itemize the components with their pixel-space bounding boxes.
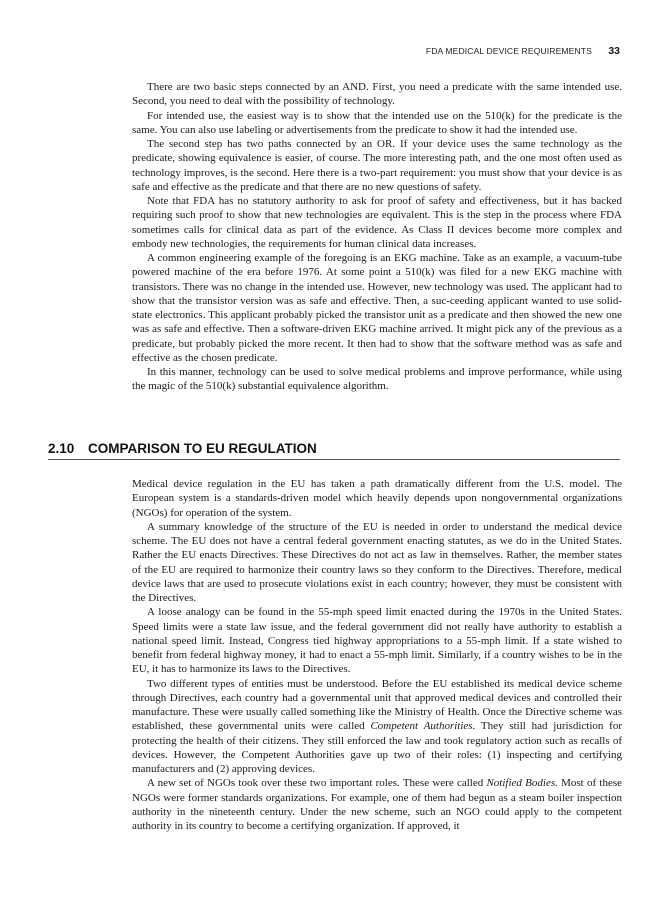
section-title: COMPARISON TO EU REGULATION — [88, 441, 317, 456]
paragraph-notified-bodies: A new set of NGOs took over these two important roles. These were called Notified Bodies. Most of these NGOs were former standards organizations. For example, one of them had begun as a steam boiler inspection authority in the nineteenth century. Under the new scheme, such an NGO could apply to the competent authority in its country to become a certifying organization. If approved, it — [132, 777, 622, 832]
term-notified-bodies: Notified Bodies. — [486, 777, 558, 790]
paragraph: The second step has two paths connected by an OR. If your device uses the same technology as the predicate, showing equivalence is easier, of course. The more interesting path, and the one most often used as technology improves, is the second. Here there is a two-part requirement: you must show that your device is as safe and effective as the predicate and that there are no new questions of safety. — [132, 138, 622, 193]
running-header — [0, 46, 670, 62]
paragraph: Medical device regulation in the EU has taken a path dramatically different from the U.S. model. The European system is a standards-driven model which heavily depends upon nongovernmental organizations (NGOs) for operation of the system. — [132, 478, 622, 519]
paragraph: For intended use, the easiest way is to show that the intended use on the 510(k) for the predicate is the same. You can also use labeling or advertisements from the predicate to show it had the intended use. — [132, 109, 622, 136]
paragraph: There are two basic steps connected by an AND. First, you need a predicate with the same intended use. Second, you need to deal with the possibility of technology. — [132, 81, 622, 108]
section-text-block — [132, 477, 622, 833]
paragraph: A summary knowledge of the structure of the EU is needed in order to understand the medical device scheme. The EU does not have a central federal government enacting statutes, as we do in the United States. Rather the EU enacts Directives. These Directives do not act as law in themselves. Rather, the member states of the EU are required to harmonize their country laws so they conform to the Directives. Therefore, medical device laws that are used to prosecute violations exist in each country; however, they must be consistent with the Directives. — [132, 520, 622, 604]
paragraph: Note that FDA has no statutory authority to ask for proof of safety and effectiveness, but it has backed requiring such proof to show that new technologies are equivalent. This is the step in the process where FDA sometimes calls for clinical data as part of the evidence. As Class II devices become more complex and embody new technologies, the requirements for human clinical data increases. — [132, 195, 622, 250]
paragraph: A common engineering example of the foregoing is an EKG machine. Take as an example, a vacuum-tube powered machine of the era before 1976. At some point a 510(k) was filed for a new EKG machine with transistors. There was no change in the intended use. However, new technology was used. The applicant had to show that the transistor version was as safe and effective. Then, a suc-ceeding applicant wanted to use solid-state electronics. This applicant probably picked the transistor unit as a predicate and then showed the new one was as safe and effective. Then a software-driven EKG machine arrived. It might pick any of the previous as a predicate, but probably picked the more recent. It then had to show that the software method was as safe and effective as the chosen predicate. — [132, 252, 622, 364]
running-header-title: FDA MEDICAL DEVICE REQUIREMENTS — [425, 46, 592, 56]
page-number: 33 — [608, 45, 620, 57]
section-number: 2.10 — [48, 441, 75, 456]
paragraph-competent-authorities: Two different types of entities must be understood. Before the EU established its medical device scheme through Directives, each country had a governmental unit that approved medical devices and controlled their manufacture. These were usually called something like the Ministry of Health. Once the Directive scheme was established, these governmental units were called Competent Authorities. They still had jurisdiction for protecting the health of their citizens. They still enforced the law and took regulatory action such as recalls of devices. However, the Competent Authorities gave up two of their roles: (1) inspecting and certifying manufacturers and (2) approving devices. — [132, 677, 622, 775]
paragraph: In this manner, technology can be used to solve medical problems and improve performance, while using the magic of the 510(k) substantial equivalence algorithm. — [132, 366, 622, 393]
term-competent-authorities: Competent Authorities. — [370, 720, 476, 733]
top-text-block — [132, 80, 622, 394]
paragraph: A loose analogy can be found in the 55-mph speed limit enacted during the 1970s in the United States. Speed limits were a state law issue, and the federal government did not really have authority to establish a national speed limit. Instead, Congress tied highway appropriations to a 55-mph limit. If a state wished to benefit from federal highway money, it had to enact a 55-mph limit. Similarly, if a country wishes to be in the EU, it has to harmonize its laws to the Directives. — [132, 606, 622, 676]
section-heading — [48, 441, 620, 460]
